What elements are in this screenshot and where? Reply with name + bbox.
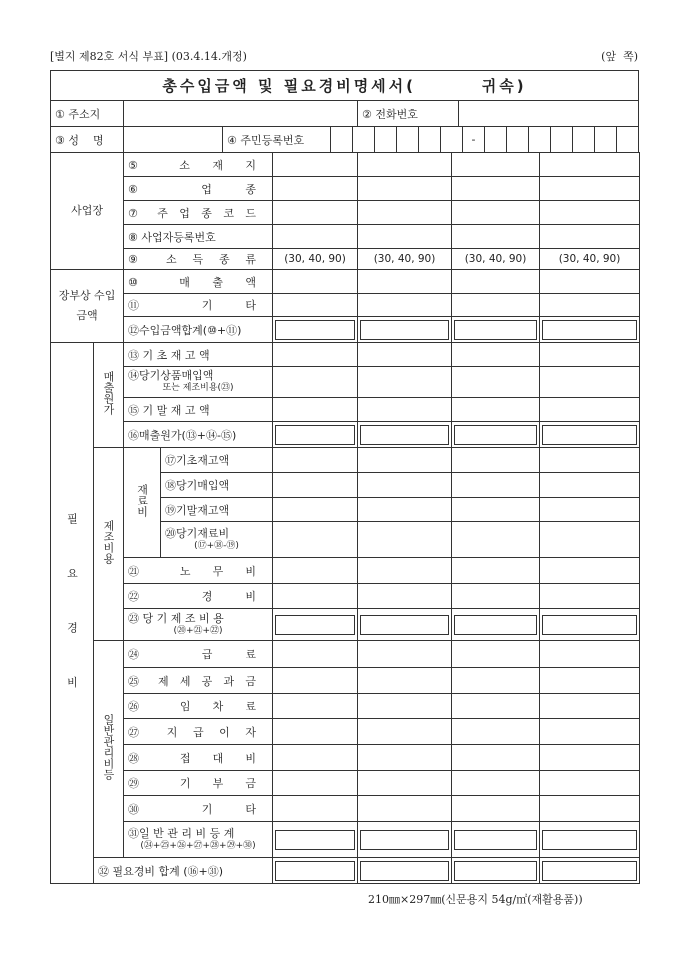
amount-cell[interactable]	[273, 771, 358, 796]
amount-cell[interactable]	[452, 201, 540, 225]
row-label-r28: ㉘ 접 대 비	[124, 745, 273, 771]
amount-cell[interactable]	[540, 473, 640, 498]
total-box[interactable]	[454, 861, 537, 881]
amount-cell[interactable]	[358, 317, 452, 343]
income-type-cell[interactable]: (30, 40, 90)	[273, 249, 358, 270]
amount-cell[interactable]	[452, 398, 540, 422]
row-label-r21: ㉑ 노 무 비	[124, 558, 273, 584]
rrn-dash: -	[463, 127, 485, 152]
amount-cell[interactable]	[540, 771, 640, 796]
total-box[interactable]	[360, 425, 449, 445]
amount-cell[interactable]	[358, 522, 452, 558]
amount-cell[interactable]	[358, 858, 452, 884]
amount-cell[interactable]	[452, 473, 540, 498]
group-admin: 일반관리비등	[94, 641, 124, 858]
row-label-r20: ⑳당기재료비 (⑰+⑱-⑲)	[161, 522, 273, 558]
amount-cell[interactable]	[273, 558, 358, 584]
row-label-r5: ⑤ 소 재 지	[124, 153, 273, 177]
amount-cell[interactable]	[273, 641, 358, 668]
amount-cell[interactable]	[452, 343, 540, 367]
total-box[interactable]	[360, 861, 449, 881]
amount-cell[interactable]	[358, 294, 452, 317]
amount-cell[interactable]	[452, 641, 540, 668]
name-field[interactable]	[124, 127, 223, 152]
amount-cell[interactable]	[540, 398, 640, 422]
row-label-r26: ㉖ 임 차 료	[124, 694, 273, 719]
income-type-cell[interactable]: (30, 40, 90)	[540, 249, 640, 270]
row-label-r31: ㉛일 반 관 리 비 등 계 (㉔+㉕+㉖+㉗+㉘+㉙+㉚)	[124, 822, 273, 858]
amount-cell[interactable]	[540, 858, 640, 884]
amount-cell[interactable]	[452, 270, 540, 294]
rrn-digit[interactable]	[441, 127, 463, 152]
amount-cell[interactable]	[540, 668, 640, 694]
amount-cell[interactable]	[540, 609, 640, 641]
row-label-r14: ⑭당기상품매입액 또는 제조비용(㉓)	[124, 367, 273, 398]
row-label-r12: ⑫수입금액합계(⑩+⑪)	[124, 317, 273, 343]
amount-cell[interactable]	[273, 522, 358, 558]
amount-cell[interactable]	[452, 858, 540, 884]
amount-cell[interactable]	[358, 201, 452, 225]
amount-cell[interactable]	[452, 522, 540, 558]
amount-cell[interactable]	[358, 745, 452, 771]
amount-cell[interactable]	[358, 398, 452, 422]
amount-cell[interactable]	[273, 270, 358, 294]
group-cogs: 매출원가	[94, 343, 124, 448]
total-box[interactable]	[454, 425, 537, 445]
amount-cell[interactable]	[452, 668, 540, 694]
row-label-r29: ㉙ 기 부 금	[124, 771, 273, 796]
amount-cell[interactable]	[273, 858, 358, 884]
group-business: 사업장	[51, 153, 124, 270]
row-label-r18: ⑱당기매입액	[161, 473, 273, 498]
amount-cell[interactable]	[452, 745, 540, 771]
total-box[interactable]	[542, 320, 637, 340]
amount-cell[interactable]	[540, 641, 640, 668]
amount-cell[interactable]	[540, 522, 640, 558]
amount-cell[interactable]	[540, 558, 640, 584]
rrn-label: ④ 주민등록번호	[223, 127, 331, 152]
total-box[interactable]	[275, 425, 355, 445]
name-label: ③ 성 명	[51, 127, 124, 152]
rrn-digit[interactable]	[507, 127, 529, 152]
row-label-r17: ⑰기초재고액	[161, 448, 273, 473]
amount-cell[interactable]	[540, 294, 640, 317]
amount-cell[interactable]	[273, 448, 358, 473]
amount-cell[interactable]	[452, 294, 540, 317]
rrn-digit[interactable]	[419, 127, 441, 152]
row-label-r23: ㉓ 당 기 제 조 비 용 (⑳+㉑+㉒)	[124, 609, 273, 641]
amount-cell[interactable]	[452, 558, 540, 584]
amount-cell[interactable]	[358, 796, 452, 822]
amount-cell[interactable]	[358, 153, 452, 177]
total-box[interactable]	[454, 615, 537, 635]
form-title: 총수입금액 및 필요경비명세서( 귀속)	[51, 71, 638, 101]
amount-cell[interactable]	[273, 796, 358, 822]
row-label-r22: ㉒ 경 비	[124, 584, 273, 609]
rrn-digit[interactable]	[573, 127, 595, 152]
amount-cell[interactable]	[358, 177, 452, 201]
form-number: [별지 제82호 서식 부표] (03.4.14.개정)	[50, 50, 247, 63]
row-label-r7: ⑦ 주 업 종 코 드	[124, 201, 273, 225]
total-box[interactable]	[542, 861, 637, 881]
amount-cell[interactable]	[452, 822, 540, 858]
amount-cell[interactable]	[540, 719, 640, 745]
amount-cell[interactable]	[358, 771, 452, 796]
rrn-digit[interactable]	[485, 127, 507, 152]
amount-cell[interactable]	[358, 343, 452, 367]
amount-cell[interactable]	[358, 422, 452, 448]
amount-cell[interactable]	[540, 225, 640, 249]
amount-cell[interactable]	[452, 771, 540, 796]
total-box[interactable]	[360, 830, 449, 850]
amount-cell[interactable]	[452, 609, 540, 641]
row-label-r32: ㉜ 필요경비 합계 (⑯+㉛)	[94, 858, 273, 884]
income-type-cell[interactable]: (30, 40, 90)	[358, 249, 452, 270]
address-label: ① 주소지	[51, 101, 124, 126]
amount-cell[interactable]	[273, 609, 358, 641]
amount-cell[interactable]	[540, 822, 640, 858]
amount-cell[interactable]	[273, 745, 358, 771]
amount-cell[interactable]	[540, 367, 640, 398]
total-box[interactable]	[454, 830, 537, 850]
amount-cell[interactable]	[358, 584, 452, 609]
amount-cell[interactable]	[452, 448, 540, 473]
rrn-digit[interactable]	[331, 127, 353, 152]
total-box[interactable]	[454, 320, 537, 340]
amount-cell[interactable]	[273, 498, 358, 522]
page-side: (앞 쪽)	[601, 50, 638, 63]
amount-cell[interactable]	[273, 668, 358, 694]
amount-cell[interactable]	[540, 177, 640, 201]
row-label-r16: ⑯매출원가(⑬+⑭-⑮)	[124, 422, 273, 448]
amount-cell[interactable]	[273, 294, 358, 317]
amount-cell[interactable]	[540, 343, 640, 367]
amount-cell[interactable]	[273, 584, 358, 609]
amount-cell[interactable]	[540, 584, 640, 609]
rrn-digit[interactable]	[595, 127, 617, 152]
row-label-r15: ⑮ 기 말 재 고 액	[124, 398, 273, 422]
rrn-digit[interactable]	[375, 127, 397, 152]
amount-cell[interactable]	[273, 317, 358, 343]
row-label-r27: ㉗ 지 급 이 자	[124, 719, 273, 745]
amount-cell[interactable]	[452, 584, 540, 609]
amount-cell[interactable]	[273, 225, 358, 249]
amount-cell[interactable]	[358, 694, 452, 719]
amount-cell[interactable]	[358, 367, 452, 398]
amount-cell[interactable]	[358, 448, 452, 473]
amount-cell[interactable]	[358, 641, 452, 668]
total-box[interactable]	[542, 830, 637, 850]
amount-cell[interactable]	[452, 796, 540, 822]
total-box[interactable]	[542, 615, 637, 635]
amount-cell[interactable]	[452, 225, 540, 249]
total-box[interactable]	[360, 615, 449, 635]
amount-cell[interactable]	[358, 609, 452, 641]
form-info	[50, 70, 639, 153]
row-label-r19: ⑲기말재고액	[161, 498, 273, 522]
amount-cell[interactable]	[540, 796, 640, 822]
amount-cell[interactable]	[358, 668, 452, 694]
amount-cell[interactable]	[358, 270, 452, 294]
amount-cell[interactable]	[540, 422, 640, 448]
amount-cell[interactable]	[540, 317, 640, 343]
amount-cell[interactable]	[273, 398, 358, 422]
group-book-income: 장부상 수입금액	[51, 270, 124, 343]
amount-cell[interactable]	[273, 422, 358, 448]
total-box[interactable]	[275, 615, 355, 635]
total-box[interactable]	[360, 320, 449, 340]
amount-cell[interactable]	[452, 177, 540, 201]
phone-field[interactable]	[459, 101, 638, 126]
amount-cell[interactable]	[540, 498, 640, 522]
amount-cell[interactable]	[452, 153, 540, 177]
rrn-digit[interactable]	[353, 127, 375, 152]
total-box[interactable]	[275, 861, 355, 881]
amount-cell[interactable]	[273, 822, 358, 858]
total-box[interactable]	[542, 425, 637, 445]
row-label-r24: ㉔ 급 료	[124, 641, 273, 668]
rrn-digit[interactable]	[551, 127, 573, 152]
expense-table	[50, 152, 640, 884]
amount-cell[interactable]	[273, 343, 358, 367]
row-label-r6: ⑥ 업 종	[124, 177, 273, 201]
amount-cell[interactable]	[452, 498, 540, 522]
amount-cell[interactable]	[452, 719, 540, 745]
rrn-digit[interactable]	[397, 127, 419, 152]
rrn-digit[interactable]	[529, 127, 551, 152]
amount-cell[interactable]	[358, 822, 452, 858]
amount-cell[interactable]	[358, 498, 452, 522]
row-label-r9: ⑨ 소 득 종 류	[124, 249, 273, 270]
amount-cell[interactable]	[273, 201, 358, 225]
amount-cell[interactable]	[358, 719, 452, 745]
amount-cell[interactable]	[273, 719, 358, 745]
amount-cell[interactable]	[452, 367, 540, 398]
amount-cell[interactable]	[358, 225, 452, 249]
group-expenses: 필 요 경 비	[51, 343, 94, 884]
amount-cell[interactable]	[273, 694, 358, 719]
phone-label: ② 전화번호	[358, 101, 459, 126]
amount-cell[interactable]	[358, 558, 452, 584]
row-label-r11: ⑪ 기 타	[124, 294, 273, 317]
row-label-r25: ㉕ 제 세 공 과 금	[124, 668, 273, 694]
amount-cell[interactable]	[452, 694, 540, 719]
amount-cell[interactable]	[358, 473, 452, 498]
amount-cell[interactable]	[273, 473, 358, 498]
paper-spec: 210㎜×297㎜(신문용지 54g/㎡(재활용품))	[368, 893, 583, 906]
rrn-digit[interactable]	[617, 127, 638, 152]
amount-cell[interactable]	[540, 745, 640, 771]
amount-cell[interactable]	[540, 201, 640, 225]
amount-cell[interactable]	[273, 367, 358, 398]
total-box[interactable]	[275, 830, 355, 850]
amount-cell[interactable]	[452, 422, 540, 448]
row-label-r10: ⑩ 매 출 액	[124, 270, 273, 294]
amount-cell[interactable]	[540, 270, 640, 294]
form-header	[50, 48, 638, 64]
amount-cell[interactable]	[540, 153, 640, 177]
income-type-cell[interactable]: (30, 40, 90)	[452, 249, 540, 270]
row-label-r30: ㉚ 기 타	[124, 796, 273, 822]
group-material: 재료비	[124, 448, 161, 558]
address-field[interactable]	[124, 101, 358, 126]
amount-cell[interactable]	[540, 448, 640, 473]
amount-cell[interactable]	[273, 177, 358, 201]
amount-cell[interactable]	[540, 694, 640, 719]
amount-cell[interactable]	[273, 153, 358, 177]
group-mfg: 제조비용	[94, 448, 124, 641]
row-label-r8: ⑧ 사업자등록번호	[124, 225, 273, 249]
row-label-r13: ⑬ 기 초 재 고 액	[124, 343, 273, 367]
amount-cell[interactable]	[452, 317, 540, 343]
total-box[interactable]	[275, 320, 355, 340]
